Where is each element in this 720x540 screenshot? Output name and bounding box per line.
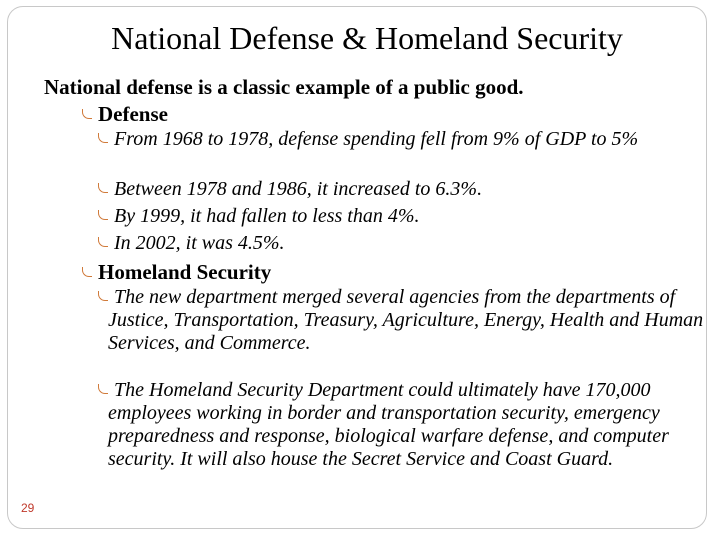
curved-bullet-icon [98, 291, 108, 301]
list-item: Between 1978 and 1986, it increased to 6.3%. [98, 178, 708, 201]
curved-bullet-icon [98, 183, 108, 193]
section-heading-homeland-security: Homeland Security [82, 259, 271, 285]
curved-bullet-icon [98, 133, 108, 143]
slide-title: National Defense & Homeland Security [111, 20, 623, 56]
curved-bullet-icon [82, 267, 92, 277]
list-item: In 2002, it was 4.5%. [98, 232, 708, 255]
slide-number: 29 [21, 501, 35, 515]
list-item: By 1999, it had fallen to less than 4%. [98, 205, 708, 228]
curved-bullet-icon [98, 384, 108, 394]
curved-bullet-icon [98, 210, 108, 220]
list-item: The new department merged several agencies from the departments of Justice, Transportation, Treasury, Agriculture, Energy, Health and Human Services, and Commerce. [98, 286, 708, 355]
list-item: The Homeland Security Department could ultimately have 170,000 employees working in border and transportation security, emergency preparedness and response, biological warfare defense, and computer security. It will also house the Secret Service and Coast Guard. [98, 379, 708, 471]
list-item: From 1968 to 1978, defense spending fell from 9% of GDP to 5% [98, 128, 708, 151]
curved-bullet-icon [82, 109, 92, 119]
intro-text: National defense is a classic example of a public good. [44, 75, 524, 99]
section-heading-defense: Defense [82, 101, 168, 127]
curved-bullet-icon [98, 237, 108, 247]
